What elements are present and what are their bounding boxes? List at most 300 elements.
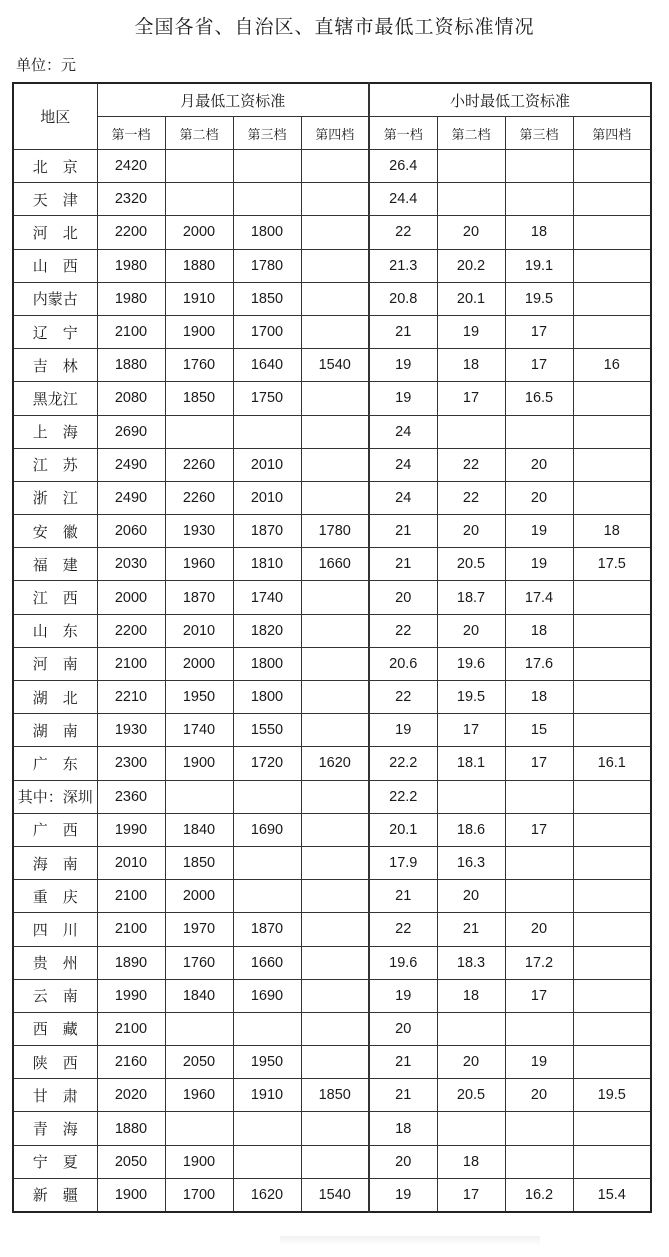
hourly-tier-3-cell: 18	[505, 681, 573, 714]
hourly-tier-1-cell: 20	[369, 1012, 437, 1045]
table-row	[13, 448, 651, 481]
hourly-tier-3-cell: 17	[505, 349, 573, 382]
region-cell: 西 藏	[13, 1012, 97, 1045]
monthly-tier-1-cell: 2100	[97, 647, 165, 680]
table-row	[13, 216, 651, 249]
monthly-tier-1-cell: 2080	[97, 382, 165, 415]
hourly-tier-4-header: 第四档	[573, 117, 651, 150]
region-cell: 福 建	[13, 548, 97, 581]
hourly-tier-4-cell	[573, 880, 651, 913]
region-cell: 内蒙古	[13, 282, 97, 315]
monthly-tier-4-cell	[301, 647, 369, 680]
hourly-tier-2-cell: 18	[437, 979, 505, 1012]
region-cell: 其中：深圳	[13, 780, 97, 813]
monthly-tier-3-cell	[233, 183, 301, 216]
hourly-tier-2-header: 第二档	[437, 117, 505, 150]
hourly-tier-3-cell: 17	[505, 979, 573, 1012]
hourly-tier-1-cell: 19	[369, 349, 437, 382]
monthly-tier-2-cell: 2000	[165, 647, 233, 680]
hourly-tier-4-cell	[573, 1012, 651, 1045]
monthly-tier-4-cell	[301, 1012, 369, 1045]
hourly-tier-1-cell: 19	[369, 382, 437, 415]
region-cell: 重 庆	[13, 880, 97, 913]
monthly-tier-3-cell	[233, 846, 301, 879]
monthly-tier-1-cell: 1980	[97, 249, 165, 282]
table-row	[13, 282, 651, 315]
monthly-tier-3-cell	[233, 1112, 301, 1145]
hourly-tier-2-cell: 17	[437, 382, 505, 415]
hourly-tier-4-cell	[573, 813, 651, 846]
hourly-tier-3-cell	[505, 415, 573, 448]
hourly-tier-1-cell: 24	[369, 448, 437, 481]
monthly-tier-3-cell: 1690	[233, 813, 301, 846]
hourly-tier-1-cell: 20	[369, 1145, 437, 1178]
hourly-tier-3-cell: 20	[505, 913, 573, 946]
hourly-tier-4-cell	[573, 448, 651, 481]
hourly-tier-2-cell: 22	[437, 448, 505, 481]
monthly-tier-1-cell: 2160	[97, 1046, 165, 1079]
hourly-tier-2-cell: 18.6	[437, 813, 505, 846]
monthly-tier-4-cell	[301, 315, 369, 348]
monthly-tier-2-cell	[165, 1012, 233, 1045]
hourly-tier-2-cell: 18.1	[437, 747, 505, 780]
hourly-tier-3-cell: 16.2	[505, 1178, 573, 1212]
table-row	[13, 481, 651, 514]
monthly-tier-2-cell	[165, 415, 233, 448]
monthly-tier-1-cell: 2060	[97, 515, 165, 548]
region-cell: 甘 肃	[13, 1079, 97, 1112]
monthly-tier-3-cell	[233, 150, 301, 183]
hourly-tier-4-cell	[573, 681, 651, 714]
hourly-tier-3-cell	[505, 880, 573, 913]
table-row	[13, 183, 651, 216]
region-cell: 江 苏	[13, 448, 97, 481]
table-row	[13, 813, 651, 846]
table-row	[13, 614, 651, 647]
monthly-tier-2-cell: 1960	[165, 1079, 233, 1112]
monthly-tier-4-cell: 1620	[301, 747, 369, 780]
monthly-tier-1-cell: 2100	[97, 1012, 165, 1045]
monthly-tier-2-cell: 1870	[165, 581, 233, 614]
monthly-tier-1-cell: 1880	[97, 1112, 165, 1145]
monthly-tier-1-cell: 2030	[97, 548, 165, 581]
hourly-tier-2-cell: 20	[437, 216, 505, 249]
hourly-tier-3-cell: 17.2	[505, 946, 573, 979]
monthly-tier-1-cell: 2300	[97, 747, 165, 780]
hourly-tier-1-cell: 19	[369, 1178, 437, 1212]
monthly-tier-2-cell: 2010	[165, 614, 233, 647]
region-cell: 天 津	[13, 183, 97, 216]
monthly-tier-4-cell	[301, 382, 369, 415]
monthly-tier-4-cell	[301, 249, 369, 282]
monthly-tier-2-cell: 2260	[165, 448, 233, 481]
hourly-tier-3-cell: 17.6	[505, 647, 573, 680]
hourly-tier-2-cell: 16.3	[437, 846, 505, 879]
monthly-tier-4-cell	[301, 282, 369, 315]
region-cell: 吉 林	[13, 349, 97, 382]
monthly-tier-3-header: 第三档	[233, 117, 301, 150]
hourly-tier-3-cell	[505, 1012, 573, 1045]
hourly-tier-1-cell: 19.6	[369, 946, 437, 979]
hourly-tier-1-cell: 22	[369, 913, 437, 946]
monthly-tier-3-cell: 1800	[233, 681, 301, 714]
monthly-tier-3-cell: 1850	[233, 282, 301, 315]
hourly-tier-2-cell: 17	[437, 714, 505, 747]
region-cell: 江 西	[13, 581, 97, 614]
region-cell: 广 东	[13, 747, 97, 780]
monthly-tier-1-cell: 1980	[97, 282, 165, 315]
hourly-tier-1-cell: 18	[369, 1112, 437, 1145]
hourly-tier-1-cell: 22	[369, 681, 437, 714]
monthly-tier-1-header: 第一档	[97, 117, 165, 150]
monthly-tier-3-cell: 1660	[233, 946, 301, 979]
monthly-tier-3-cell: 1750	[233, 382, 301, 415]
table-row	[13, 415, 651, 448]
table-row	[13, 714, 651, 747]
region-cell: 安 徽	[13, 515, 97, 548]
hourly-tier-2-cell: 20	[437, 880, 505, 913]
table-row	[13, 515, 651, 548]
monthly-tier-4-cell	[301, 415, 369, 448]
monthly-tier-1-cell: 2050	[97, 1145, 165, 1178]
monthly-tier-2-cell: 1930	[165, 515, 233, 548]
unit-label: 单位：元	[16, 56, 77, 74]
hourly-tier-4-cell	[573, 481, 651, 514]
monthly-tier-4-cell	[301, 979, 369, 1012]
monthly-tier-4-cell: 1540	[301, 349, 369, 382]
hourly-tier-4-cell: 16.1	[573, 747, 651, 780]
region-cell: 山 西	[13, 249, 97, 282]
wage-table	[12, 82, 652, 1213]
hourly-tier-1-cell: 20.6	[369, 647, 437, 680]
monthly-tier-1-cell: 2690	[97, 415, 165, 448]
monthly-tier-3-cell: 1810	[233, 548, 301, 581]
monthly-tier-4-cell	[301, 714, 369, 747]
monthly-tier-4-cell	[301, 1046, 369, 1079]
hourly-tier-4-cell	[573, 913, 651, 946]
hourly-tier-3-cell: 19	[505, 515, 573, 548]
monthly-tier-1-cell: 2210	[97, 681, 165, 714]
monthly-tier-4-cell	[301, 946, 369, 979]
hourly-tier-4-cell	[573, 614, 651, 647]
table-row	[13, 1046, 651, 1079]
monthly-tier-4-cell	[301, 183, 369, 216]
monthly-tier-2-cell: 2260	[165, 481, 233, 514]
monthly-header: 月最低工资标准	[97, 83, 369, 117]
monthly-tier-1-cell: 2010	[97, 846, 165, 879]
monthly-tier-4-cell	[301, 813, 369, 846]
hourly-tier-1-cell: 19	[369, 979, 437, 1012]
monthly-tier-2-cell: 1760	[165, 946, 233, 979]
monthly-tier-3-cell: 1950	[233, 1046, 301, 1079]
hourly-tier-1-cell: 22	[369, 216, 437, 249]
monthly-tier-1-cell: 1990	[97, 979, 165, 1012]
page-title: 全国各省、自治区、直辖市最低工资标准情况	[134, 16, 535, 38]
monthly-tier-2-cell: 1840	[165, 979, 233, 1012]
monthly-tier-3-cell	[233, 880, 301, 913]
region-cell: 山 东	[13, 614, 97, 647]
table-row	[13, 979, 651, 1012]
table-row	[13, 647, 651, 680]
region-cell: 海 南	[13, 846, 97, 879]
hourly-tier-3-cell: 18	[505, 216, 573, 249]
monthly-tier-4-cell	[301, 880, 369, 913]
table-row	[13, 780, 651, 813]
hourly-tier-1-cell: 24	[369, 415, 437, 448]
monthly-tier-4-cell: 1540	[301, 1178, 369, 1212]
region-cell: 辽 宁	[13, 315, 97, 348]
region-cell: 浙 江	[13, 481, 97, 514]
monthly-tier-1-cell: 1990	[97, 813, 165, 846]
monthly-tier-1-cell: 2320	[97, 183, 165, 216]
monthly-tier-2-cell: 1850	[165, 382, 233, 415]
hourly-tier-3-cell	[505, 780, 573, 813]
hourly-tier-3-cell: 17	[505, 315, 573, 348]
hourly-tier-1-cell: 22.2	[369, 780, 437, 813]
table-row	[13, 315, 651, 348]
hourly-tier-1-cell: 20.1	[369, 813, 437, 846]
region-cell: 贵 州	[13, 946, 97, 979]
table-row	[13, 880, 651, 913]
hourly-tier-2-cell: 20.5	[437, 1079, 505, 1112]
monthly-tier-1-cell: 2490	[97, 481, 165, 514]
hourly-tier-3-cell: 20	[505, 1079, 573, 1112]
hourly-tier-3-cell: 17.4	[505, 581, 573, 614]
hourly-tier-2-cell: 20	[437, 614, 505, 647]
monthly-tier-2-cell: 2000	[165, 880, 233, 913]
hourly-tier-4-cell: 16	[573, 349, 651, 382]
hourly-tier-2-cell: 20	[437, 1046, 505, 1079]
hourly-tier-4-cell	[573, 249, 651, 282]
monthly-tier-3-cell: 2010	[233, 448, 301, 481]
monthly-tier-4-cell: 1780	[301, 515, 369, 548]
hourly-tier-4-cell	[573, 846, 651, 879]
table-row	[13, 548, 651, 581]
hourly-tier-2-cell: 19.5	[437, 681, 505, 714]
hourly-tier-2-cell: 18	[437, 1145, 505, 1178]
region-cell: 新 疆	[13, 1178, 97, 1212]
hourly-tier-1-cell: 21	[369, 515, 437, 548]
region-cell: 北 京	[13, 150, 97, 183]
hourly-tier-3-cell: 20	[505, 481, 573, 514]
monthly-tier-3-cell: 1700	[233, 315, 301, 348]
region-header: 地区	[13, 83, 97, 150]
hourly-tier-3-cell: 18	[505, 614, 573, 647]
hourly-tier-1-cell: 22.2	[369, 747, 437, 780]
table-row	[13, 913, 651, 946]
hourly-tier-2-cell: 20	[437, 515, 505, 548]
monthly-tier-3-cell: 1720	[233, 747, 301, 780]
monthly-tier-3-cell: 1870	[233, 913, 301, 946]
table-body	[13, 150, 651, 1213]
monthly-tier-2-cell: 1970	[165, 913, 233, 946]
hourly-tier-1-cell: 21	[369, 1079, 437, 1112]
hourly-tier-4-cell	[573, 1112, 651, 1145]
table-row	[13, 1012, 651, 1045]
hourly-tier-4-cell	[573, 780, 651, 813]
monthly-tier-3-cell: 1870	[233, 515, 301, 548]
monthly-tier-1-cell: 2420	[97, 150, 165, 183]
hourly-tier-1-cell: 21	[369, 548, 437, 581]
monthly-tier-1-cell: 2100	[97, 315, 165, 348]
hourly-tier-4-cell	[573, 979, 651, 1012]
table-row	[13, 382, 651, 415]
region-cell: 上 海	[13, 415, 97, 448]
monthly-tier-2-cell: 1850	[165, 846, 233, 879]
region-cell: 河 北	[13, 216, 97, 249]
hourly-tier-3-cell: 19.5	[505, 282, 573, 315]
hourly-tier-1-cell: 21	[369, 1046, 437, 1079]
monthly-tier-2-cell: 1760	[165, 349, 233, 382]
region-cell: 河 南	[13, 647, 97, 680]
region-cell: 黑龙江	[13, 382, 97, 415]
hourly-tier-1-cell: 21	[369, 315, 437, 348]
hourly-tier-4-cell: 19.5	[573, 1079, 651, 1112]
table-row	[13, 681, 651, 714]
hourly-tier-1-cell: 24	[369, 481, 437, 514]
monthly-tier-3-cell: 1740	[233, 581, 301, 614]
hourly-tier-4-cell: 18	[573, 515, 651, 548]
hourly-tier-2-cell: 18.7	[437, 581, 505, 614]
hourly-tier-2-cell	[437, 415, 505, 448]
monthly-tier-4-cell	[301, 780, 369, 813]
table-header	[13, 83, 651, 150]
hourly-tier-4-cell	[573, 183, 651, 216]
table-row	[13, 150, 651, 183]
monthly-tier-1-cell: 2200	[97, 614, 165, 647]
monthly-tier-4-cell	[301, 681, 369, 714]
hourly-tier-1-cell: 17.9	[369, 846, 437, 879]
monthly-tier-1-cell: 2100	[97, 880, 165, 913]
hourly-tier-2-cell: 19.6	[437, 647, 505, 680]
monthly-tier-2-cell	[165, 183, 233, 216]
hourly-tier-1-cell: 20	[369, 581, 437, 614]
table-row	[13, 581, 651, 614]
hourly-tier-3-cell	[505, 846, 573, 879]
monthly-tier-4-cell	[301, 481, 369, 514]
monthly-tier-2-cell: 1950	[165, 681, 233, 714]
table-row	[13, 946, 651, 979]
monthly-tier-3-cell: 1550	[233, 714, 301, 747]
monthly-tier-4-header: 第四档	[301, 117, 369, 150]
monthly-tier-3-cell	[233, 1145, 301, 1178]
monthly-tier-4-cell: 1850	[301, 1079, 369, 1112]
monthly-tier-2-cell: 1700	[165, 1178, 233, 1212]
hourly-tier-2-cell: 21	[437, 913, 505, 946]
hourly-tier-4-cell	[573, 150, 651, 183]
monthly-tier-2-cell	[165, 1112, 233, 1145]
hourly-tier-3-cell: 17	[505, 813, 573, 846]
hourly-tier-4-cell	[573, 415, 651, 448]
hourly-tier-4-cell	[573, 1145, 651, 1178]
monthly-tier-2-cell: 1900	[165, 747, 233, 780]
region-cell: 云 南	[13, 979, 97, 1012]
monthly-tier-3-cell: 1800	[233, 216, 301, 249]
hourly-tier-3-cell: 17	[505, 747, 573, 780]
hourly-tier-3-cell	[505, 1112, 573, 1145]
hourly-tier-2-cell: 18.3	[437, 946, 505, 979]
table-row	[13, 846, 651, 879]
monthly-tier-1-cell: 2020	[97, 1079, 165, 1112]
table-row	[13, 249, 651, 282]
hourly-tier-2-cell	[437, 780, 505, 813]
hourly-tier-3-header: 第三档	[505, 117, 573, 150]
monthly-tier-2-cell: 1740	[165, 714, 233, 747]
hourly-header: 小时最低工资标准	[369, 83, 651, 117]
hourly-tier-3-cell: 15	[505, 714, 573, 747]
hourly-tier-1-cell: 24.4	[369, 183, 437, 216]
region-cell: 湖 北	[13, 681, 97, 714]
monthly-tier-4-cell	[301, 448, 369, 481]
monthly-tier-3-cell: 1690	[233, 979, 301, 1012]
monthly-tier-2-cell: 1910	[165, 282, 233, 315]
hourly-tier-1-cell: 19	[369, 714, 437, 747]
monthly-tier-4-cell	[301, 1145, 369, 1178]
hourly-tier-2-cell	[437, 1112, 505, 1145]
monthly-tier-4-cell	[301, 150, 369, 183]
monthly-tier-3-cell: 1800	[233, 647, 301, 680]
monthly-tier-2-cell: 1880	[165, 249, 233, 282]
monthly-tier-1-cell: 1880	[97, 349, 165, 382]
region-cell: 广 西	[13, 813, 97, 846]
hourly-tier-4-cell: 15.4	[573, 1178, 651, 1212]
hourly-tier-2-cell: 19	[437, 315, 505, 348]
hourly-tier-3-cell: 16.5	[505, 382, 573, 415]
hourly-tier-3-cell	[505, 1145, 573, 1178]
hourly-tier-1-cell: 20.8	[369, 282, 437, 315]
hourly-tier-4-cell	[573, 946, 651, 979]
region-cell: 陕 西	[13, 1046, 97, 1079]
monthly-tier-1-cell: 2000	[97, 581, 165, 614]
table-row	[13, 747, 651, 780]
hourly-tier-4-cell	[573, 282, 651, 315]
hourly-tier-3-cell: 19	[505, 1046, 573, 1079]
hourly-tier-3-cell: 19.1	[505, 249, 573, 282]
monthly-tier-3-cell	[233, 780, 301, 813]
monthly-tier-2-cell: 1840	[165, 813, 233, 846]
monthly-tier-4-cell	[301, 216, 369, 249]
hourly-tier-4-cell: 17.5	[573, 548, 651, 581]
monthly-tier-4-cell	[301, 614, 369, 647]
table-row	[13, 1112, 651, 1145]
monthly-tier-3-cell: 1910	[233, 1079, 301, 1112]
hourly-tier-3-cell	[505, 150, 573, 183]
monthly-tier-4-cell: 1660	[301, 548, 369, 581]
table-row	[13, 349, 651, 382]
table-row	[13, 1079, 651, 1112]
region-cell: 四 川	[13, 913, 97, 946]
page-edge-shadow	[280, 1236, 540, 1246]
region-cell: 青 海	[13, 1112, 97, 1145]
monthly-tier-1-cell: 2360	[97, 780, 165, 813]
monthly-tier-4-cell	[301, 1112, 369, 1145]
monthly-tier-2-cell: 2000	[165, 216, 233, 249]
hourly-tier-1-cell: 26.4	[369, 150, 437, 183]
monthly-tier-3-cell: 1640	[233, 349, 301, 382]
monthly-tier-2-cell: 1960	[165, 548, 233, 581]
hourly-tier-2-cell: 20.5	[437, 548, 505, 581]
hourly-tier-4-cell	[573, 714, 651, 747]
hourly-tier-1-cell: 21	[369, 880, 437, 913]
monthly-tier-2-cell: 1900	[165, 1145, 233, 1178]
hourly-tier-2-cell: 17	[437, 1178, 505, 1212]
hourly-tier-2-cell	[437, 1012, 505, 1045]
hourly-tier-3-cell: 19	[505, 548, 573, 581]
monthly-tier-1-cell: 2490	[97, 448, 165, 481]
hourly-tier-4-cell	[573, 647, 651, 680]
table-row	[13, 1178, 651, 1212]
region-cell: 湖 南	[13, 714, 97, 747]
